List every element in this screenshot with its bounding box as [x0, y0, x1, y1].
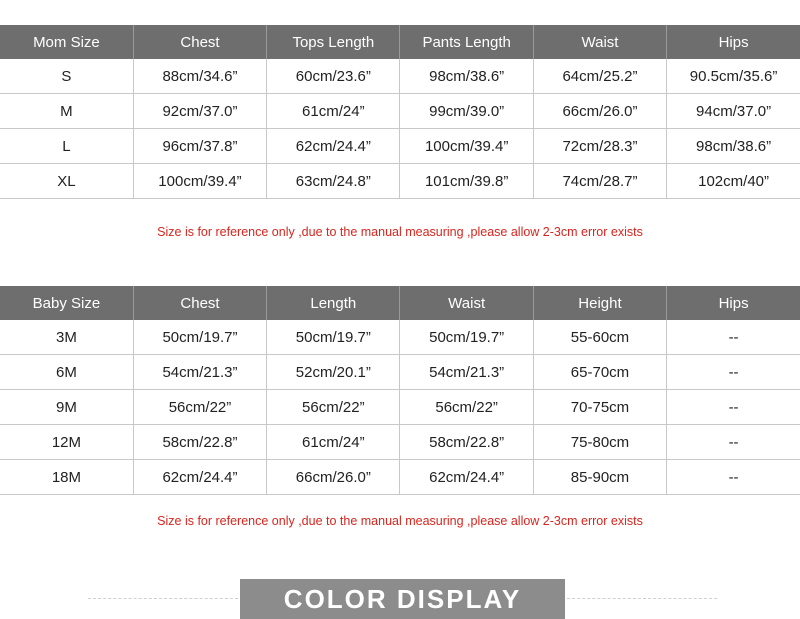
table-cell: 75-80cm	[533, 425, 666, 460]
mom-header-waist: Waist	[533, 25, 666, 59]
baby-header-size: Baby Size	[0, 286, 133, 320]
baby-size-table	[0, 286, 800, 495]
table-row	[0, 460, 800, 495]
table-cell: --	[667, 390, 800, 425]
divider	[567, 598, 717, 599]
table-cell: 58cm/22.8”	[400, 425, 533, 460]
table-row	[0, 390, 800, 425]
table-cell: S	[0, 59, 133, 94]
mom-header-hips: Hips	[667, 25, 800, 59]
table-cell: 62cm/24.4”	[133, 460, 266, 495]
table-cell: 64cm/25.2”	[533, 59, 666, 94]
table-cell: 60cm/23.6”	[267, 59, 400, 94]
table-cell: M	[0, 94, 133, 129]
table-cell: 90.5cm/35.6”	[667, 59, 800, 94]
color-display-banner: COLOR DISPLAY	[240, 579, 565, 619]
baby-header-hips: Hips	[667, 286, 800, 320]
table-cell: --	[667, 425, 800, 460]
table-row	[0, 355, 800, 390]
table-cell: 99cm/39.0”	[400, 94, 533, 129]
table-cell: 56cm/22”	[267, 390, 400, 425]
mom-header-pants-length: Pants Length	[400, 25, 533, 59]
table-row	[0, 164, 800, 199]
table-row	[0, 59, 800, 94]
table-cell: 101cm/39.8”	[400, 164, 533, 199]
table-cell: XL	[0, 164, 133, 199]
table-cell: 100cm/39.4”	[133, 164, 266, 199]
baby-header-height: Height	[533, 286, 666, 320]
baby-table-header-row	[0, 286, 800, 320]
table-cell: 55-60cm	[533, 320, 666, 355]
table-cell: 88cm/34.6”	[133, 59, 266, 94]
mom-size-table	[0, 25, 800, 199]
baby-header-waist: Waist	[400, 286, 533, 320]
table-cell: 66cm/26.0”	[267, 460, 400, 495]
table-cell: 85-90cm	[533, 460, 666, 495]
table-cell: 98cm/38.6”	[400, 59, 533, 94]
mom-table-header-row	[0, 25, 800, 59]
table-cell: 62cm/24.4”	[267, 129, 400, 164]
table-cell: 54cm/21.3”	[133, 355, 266, 390]
table-cell: 52cm/20.1”	[267, 355, 400, 390]
table-cell: --	[667, 460, 800, 495]
table-cell: 50cm/19.7”	[133, 320, 266, 355]
table-cell: 12M	[0, 425, 133, 460]
table-cell: 65-70cm	[533, 355, 666, 390]
table-cell: 56cm/22”	[400, 390, 533, 425]
table-cell: 98cm/38.6”	[667, 129, 800, 164]
table-cell: 3M	[0, 320, 133, 355]
table-cell: 96cm/37.8”	[133, 129, 266, 164]
table-cell: --	[667, 355, 800, 390]
table-cell: 66cm/26.0”	[533, 94, 666, 129]
table-cell: 61cm/24”	[267, 425, 400, 460]
table-cell: 58cm/22.8”	[133, 425, 266, 460]
table-cell: 50cm/19.7”	[267, 320, 400, 355]
table-cell: 61cm/24”	[267, 94, 400, 129]
baby-header-length: Length	[267, 286, 400, 320]
size-reference-note: Size is for reference only ,due to the manual measuring ,please allow 2-3cm error exists	[157, 514, 643, 528]
table-cell: L	[0, 129, 133, 164]
table-cell: 50cm/19.7”	[400, 320, 533, 355]
mom-header-chest: Chest	[133, 25, 266, 59]
mom-header-size: Mom Size	[0, 25, 133, 59]
table-cell: 102cm/40”	[667, 164, 800, 199]
table-cell: 92cm/37.0”	[133, 94, 266, 129]
table-cell: 54cm/21.3”	[400, 355, 533, 390]
table-row	[0, 320, 800, 355]
table-cell: 100cm/39.4”	[400, 129, 533, 164]
table-cell: --	[667, 320, 800, 355]
table-cell: 74cm/28.7”	[533, 164, 666, 199]
table-cell: 72cm/28.3”	[533, 129, 666, 164]
table-cell: 94cm/37.0”	[667, 94, 800, 129]
table-cell: 62cm/24.4”	[400, 460, 533, 495]
table-cell: 9M	[0, 390, 133, 425]
table-cell: 63cm/24.8”	[267, 164, 400, 199]
table-cell: 18M	[0, 460, 133, 495]
table-cell: 6M	[0, 355, 133, 390]
table-row	[0, 129, 800, 164]
mom-header-tops-length: Tops Length	[267, 25, 400, 59]
table-cell: 70-75cm	[533, 390, 666, 425]
size-reference-note: Size is for reference only ,due to the manual measuring ,please allow 2-3cm error exists	[157, 225, 643, 239]
table-row	[0, 425, 800, 460]
table-row	[0, 94, 800, 129]
baby-header-chest: Chest	[133, 286, 266, 320]
divider	[88, 598, 238, 599]
table-cell: 56cm/22”	[133, 390, 266, 425]
